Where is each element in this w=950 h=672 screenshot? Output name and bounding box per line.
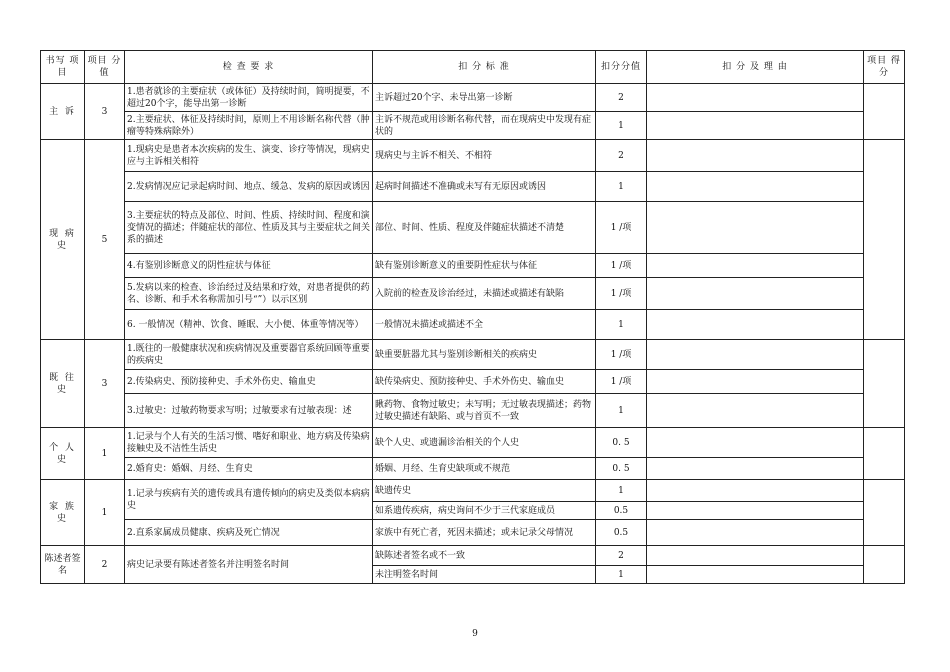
standard-cell: 婚姻、月经、生育史缺项或不规范 [373,458,596,480]
deduct-cell: 0. 5 [596,428,647,458]
standard-cell: 缺有鉴别诊断意义的重要阴性症状与体征 [373,254,596,278]
section-name: 既 往 史 [41,340,85,428]
reason-cell[interactable] [647,520,864,546]
reason-cell[interactable] [647,140,864,172]
requirement-cell: 2.婚育史：婚姻、月经、生育史 [125,458,373,480]
deduct-cell: 1 [596,310,647,340]
table-row [41,520,905,546]
deduct-cell: 1 [596,172,647,202]
section-score: 1 [85,428,125,480]
reason-cell[interactable] [647,428,864,458]
got-score-cell[interactable] [864,84,905,140]
table-row [41,278,905,310]
reason-cell[interactable] [647,202,864,254]
table-row [41,84,905,112]
table-row [41,140,905,172]
section-score: 3 [85,84,125,140]
deduct-cell: 2 [596,546,647,566]
reason-cell[interactable] [647,172,864,202]
deduct-cell: 1 [596,480,647,502]
table-row [41,394,905,428]
reason-cell[interactable] [647,394,864,428]
header-reason: 扣 分 及 理 由 [647,51,864,84]
standard-cell: 缺重要脏器尤其与鉴别诊断相关的疾病史 [373,340,596,370]
standard-cell: 瞅药物、食物过敏史；未写明；无过敏表现描述；药物过敏史描述有缺陷、或与首页不一致 [373,394,596,428]
standard-cell: 缺传染病史、预防接种史、手术外伤史、输血史 [373,370,596,394]
got-score-cell[interactable] [864,546,905,584]
table-row [41,340,905,370]
reason-cell[interactable] [647,546,864,566]
requirement-cell: 3.过敏史：过敏药物要求写明；过敏要求有过敏表现：述 [125,394,373,428]
standard-cell: 主诉超过20个字、未导出第一诊断 [373,84,596,112]
requirement-cell: 6. 一般情况（精神、饮食、睡眠、大小便、体重等情况等） [125,310,373,340]
table-row [41,254,905,278]
requirement-cell: 1.既往的一般健康状况和疾病情况及重要器官系统回顾等重要的疾病史 [125,340,373,370]
standard-cell: 起病时间描述不准确或未写有无原因或诱因 [373,172,596,202]
reason-cell[interactable] [647,84,864,112]
header-requirement: 检 查 要 求 [125,51,373,84]
deduct-cell: 1 /项 [596,340,647,370]
table-row [41,112,905,140]
section-name: 个 人 史 [41,428,85,480]
reason-cell[interactable] [647,370,864,394]
requirement-cell: 3.主要症状的特点及部位、时间、性质、持续时间、程度和演变情况的描述；伴随症状的部位、性质及其与主要症状之间关系的描述 [125,202,373,254]
table-row [41,546,905,566]
table-row [41,480,905,502]
header-item: 书写 项 目 [41,51,85,84]
requirement-cell: 2.传染病史、预防接种史、手术外伤史、输血史 [125,370,373,394]
requirement-cell: 病史记录要有陈述者签名并注明签名时间 [125,546,373,584]
standard-cell: 家族中有死亡者，死因未描述；或未记录父母情况 [373,520,596,546]
standard-cell: 现病史与主诉不相关、不相符 [373,140,596,172]
header-standard: 扣 分 标 准 [373,51,596,84]
requirement-cell: 4.有鉴别诊断意义的阴性症状与体征 [125,254,373,278]
section-score: 2 [85,546,125,584]
requirement-cell: 2.发病情况应记录起病时间、地点、缓急、发病的原因或诱因 [125,172,373,202]
reason-cell[interactable] [647,458,864,480]
got-score-cell[interactable] [864,140,905,340]
reason-cell[interactable] [647,310,864,340]
standard-cell: 如系遗传疾病，病史询问不少于三代家庭成员 [373,502,596,520]
table-row [41,172,905,202]
got-score-cell[interactable] [864,480,905,546]
reason-cell[interactable] [647,340,864,370]
deduct-cell: 2 [596,140,647,172]
deduct-cell: 2 [596,84,647,112]
deduct-cell: 0.5 [596,502,647,520]
standard-cell: 部位、时间、性质、程度及伴随症状描述不清楚 [373,202,596,254]
evaluation-table [40,50,905,584]
requirement-cell: 1.记录与个人有关的生活习惯、嗜好和职业、地方病及传染病接触史及不洁性生活史 [125,428,373,458]
header-deduct-value: 扣分分值 [596,51,647,84]
section-name: 主 诉 [41,84,85,140]
standard-cell: 入院前的检查及诊治经过，未描述或描述有缺陷 [373,278,596,310]
standard-cell: 主诉不规范或用诊断名称代替，而在现病史中发现有症状的 [373,112,596,140]
section-name: 陈述者签名 [41,546,85,584]
reason-cell[interactable] [647,112,864,140]
standard-cell: 一般情况未描述或描述不全 [373,310,596,340]
requirement-cell: 5.发病以来的检查、诊治经过及结果和疗效，对患者提供的药名、诊断、和手术名称需加引号“”）以示区别 [125,278,373,310]
got-score-cell[interactable] [864,340,905,428]
deduct-cell: 1 /项 [596,278,647,310]
table-row [41,428,905,458]
deduct-cell: 1 /项 [596,254,647,278]
page-number: 9 [472,629,478,639]
deduct-cell: 1 [596,566,647,584]
reason-cell[interactable] [647,566,864,584]
requirement-cell: 1.记录与疾病有关的遗传或具有遗传倾向的病史及类似本病病史 [125,480,373,520]
deduct-cell: 1 [596,394,647,428]
table-row [41,310,905,340]
section-score: 3 [85,340,125,428]
header-got-score: 项目 得分 [864,51,905,84]
table-row [41,370,905,394]
deduct-cell: 0. 5 [596,458,647,480]
standard-cell: 缺陈述者签名或不一致 [373,546,596,566]
header-row [41,51,905,84]
section-score: 1 [85,480,125,546]
reason-cell[interactable] [647,502,864,520]
section-name: 现 病 史 [41,140,85,340]
section-name: 家 族 史 [41,480,85,546]
standard-cell: 缺个人史、或遗漏诊治相关的个人史 [373,428,596,458]
got-score-cell[interactable] [864,428,905,480]
section-score: 5 [85,140,125,340]
deduct-cell: 1 /项 [596,202,647,254]
reason-cell[interactable] [647,480,864,502]
standard-cell: 缺遗传史 [373,480,596,502]
requirement-cell: 2.直系家属成员健康、疾病及死亡情况 [125,520,373,546]
requirement-cell: 2.主要症状、体征及持续时间，原则上不用诊断名称代替（肿瘤等特殊病除外） [125,112,373,140]
deduct-cell: 1 /项 [596,370,647,394]
table-row [41,458,905,480]
standard-cell: 未注明签名时间 [373,566,596,584]
table-row [41,202,905,254]
requirement-cell: 1.患者就诊的主要症状（或体征）及持续时间，简明提要，不超过20个字，能导出第一诊断 [125,84,373,112]
requirement-cell: 1.现病史是患者本次疾病的发生、演变、诊疗等情况，现病史应与主诉相关相符 [125,140,373,172]
deduct-cell: 1 [596,112,647,140]
header-item-score: 项目 分值 [85,51,125,84]
deduct-cell: 0.5 [596,520,647,546]
reason-cell[interactable] [647,278,864,310]
reason-cell[interactable] [647,254,864,278]
